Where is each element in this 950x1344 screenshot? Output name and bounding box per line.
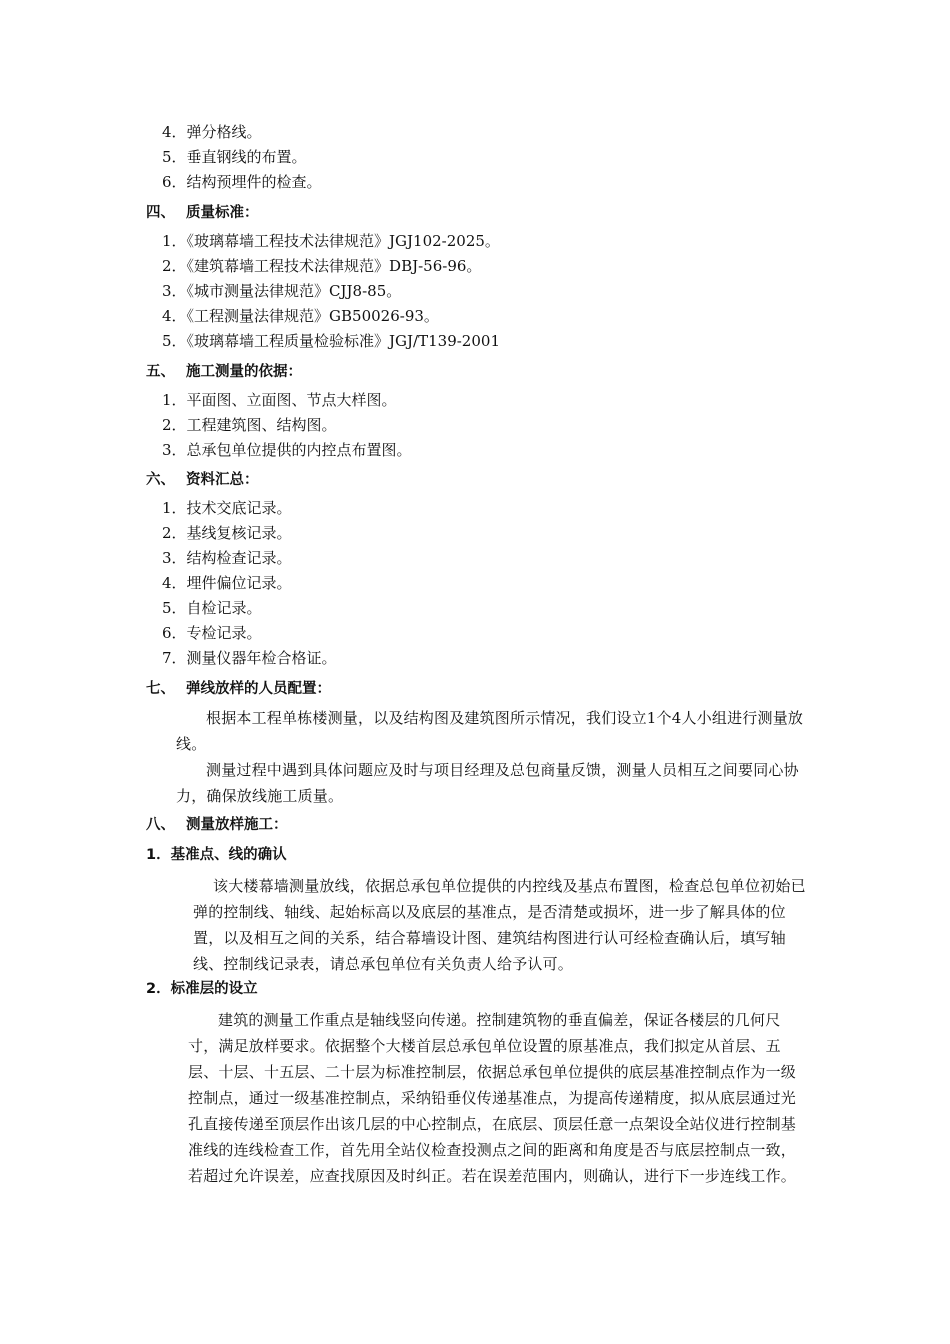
section-number: 六、 [146,472,175,488]
list-item: 5．《玻璃幕墙工程质量检验标准》JGJ/T139-2001 [162,332,500,350]
section-title: 弹线放样的人员配置： [186,681,331,697]
list-item: 5．自检记录。 [162,599,262,617]
list-item: 3．《城市测量法律规范》CJJ8-85。 [162,282,402,300]
list-item: 2．《建筑幕墙工程技术法律规范》DBJ-56-96。 [162,257,482,275]
list-item: 5．垂直钢线的布置。 [162,148,307,166]
section-heading-8 [146,813,288,838]
subsection-heading: 1．基准点、线的确认 [146,847,287,863]
section-title: 测量放样施工： [186,817,288,833]
list-item: 2．基线复核记录。 [162,524,292,542]
section-title: 质量标准： [186,205,259,221]
list-item: 4．埋件偏位记录。 [162,574,292,592]
list-item: 7．测量仪器年检合格证。 [162,649,337,667]
list-item: 1．《玻璃幕墙工程技术法律规范》JGJ102-2025。 [162,232,500,250]
paragraph: 该大楼幕墙测量放线，依据总承包单位提供的内控线及基点布置图，检查总包单位初始已弹的控制线、轴线、起始标高以及底层的基准点，是否清楚或损坏，进一步了解具体的位置，以及相互之间的关系，结合幕墙设计图、建筑结构图进行认可经检查确认后，填写轴线、控制线记录表，请总承包单位有关负责人给予认可。 [193,877,806,973]
section-heading-4 [146,201,259,226]
list-item: 3．结构检查记录。 [162,549,292,567]
paragraph: 建筑的测量工作重点是轴线竖向传递。控制建筑物的垂直偏差，保证各楼层的几何尺寸，满足放样要求。依据整个大楼首层总承包单位设置的原基准点，我们拟定从首层、五层、十层、十五层、二十层为标准控制层，依据总承包单位提供的底层基准控制点作为一级控制点，通过一级基准控制点，采纳铅垂仪传递基准点，为提高传递精度，拟从底层通过光孔直接传递至顶层作出该几层的中心控制点，在底层、顶层任意一点架设全站仪进行控制基准线的连线检查工作，首先用全站仪检查投测点之间的距离和角度是否与底层控制点一致，若超过允许误差，应查找原因及时纠正。若在误差范围内，则确认，进行下一步连线工作。 [188,1011,797,1185]
section-heading-7 [146,677,331,702]
list-item: 4．《工程测量法律规范》GB50026-93。 [162,307,439,325]
section-heading-5 [146,360,302,385]
list-item: 3．总承包单位提供的内控点布置图。 [162,441,412,459]
section-number: 四、 [146,205,175,221]
paragraph: 测量过程中遇到具体问题应及时与项目经理及总包商量反馈，测量人员相互之间要同心协力，确保放线施工质量。 [176,761,799,805]
list-item: 6．结构预埋件的检查。 [162,173,322,191]
paragraph: 根据本工程单栋楼测量，以及结构图及建筑图所示情况，我们设立1个4人小组进行测量放线。 [176,709,804,753]
list-item: 6．专检记录。 [162,624,262,642]
section-number: 七、 [146,681,175,697]
section-number: 八、 [146,817,175,833]
subsection-heading: 2．标准层的设立 [146,981,258,997]
list-item: 1．技术交底记录。 [162,499,292,517]
section-heading-6 [146,468,259,493]
list-item: 4．弹分格线。 [162,123,262,141]
section-title: 资料汇总： [186,472,259,488]
section-title: 施工测量的依据： [186,364,302,380]
list-item: 2．工程建筑图、结构图。 [162,416,337,434]
list-item: 1．平面图、立面图、节点大样图。 [162,391,397,409]
section-number: 五、 [146,364,175,380]
